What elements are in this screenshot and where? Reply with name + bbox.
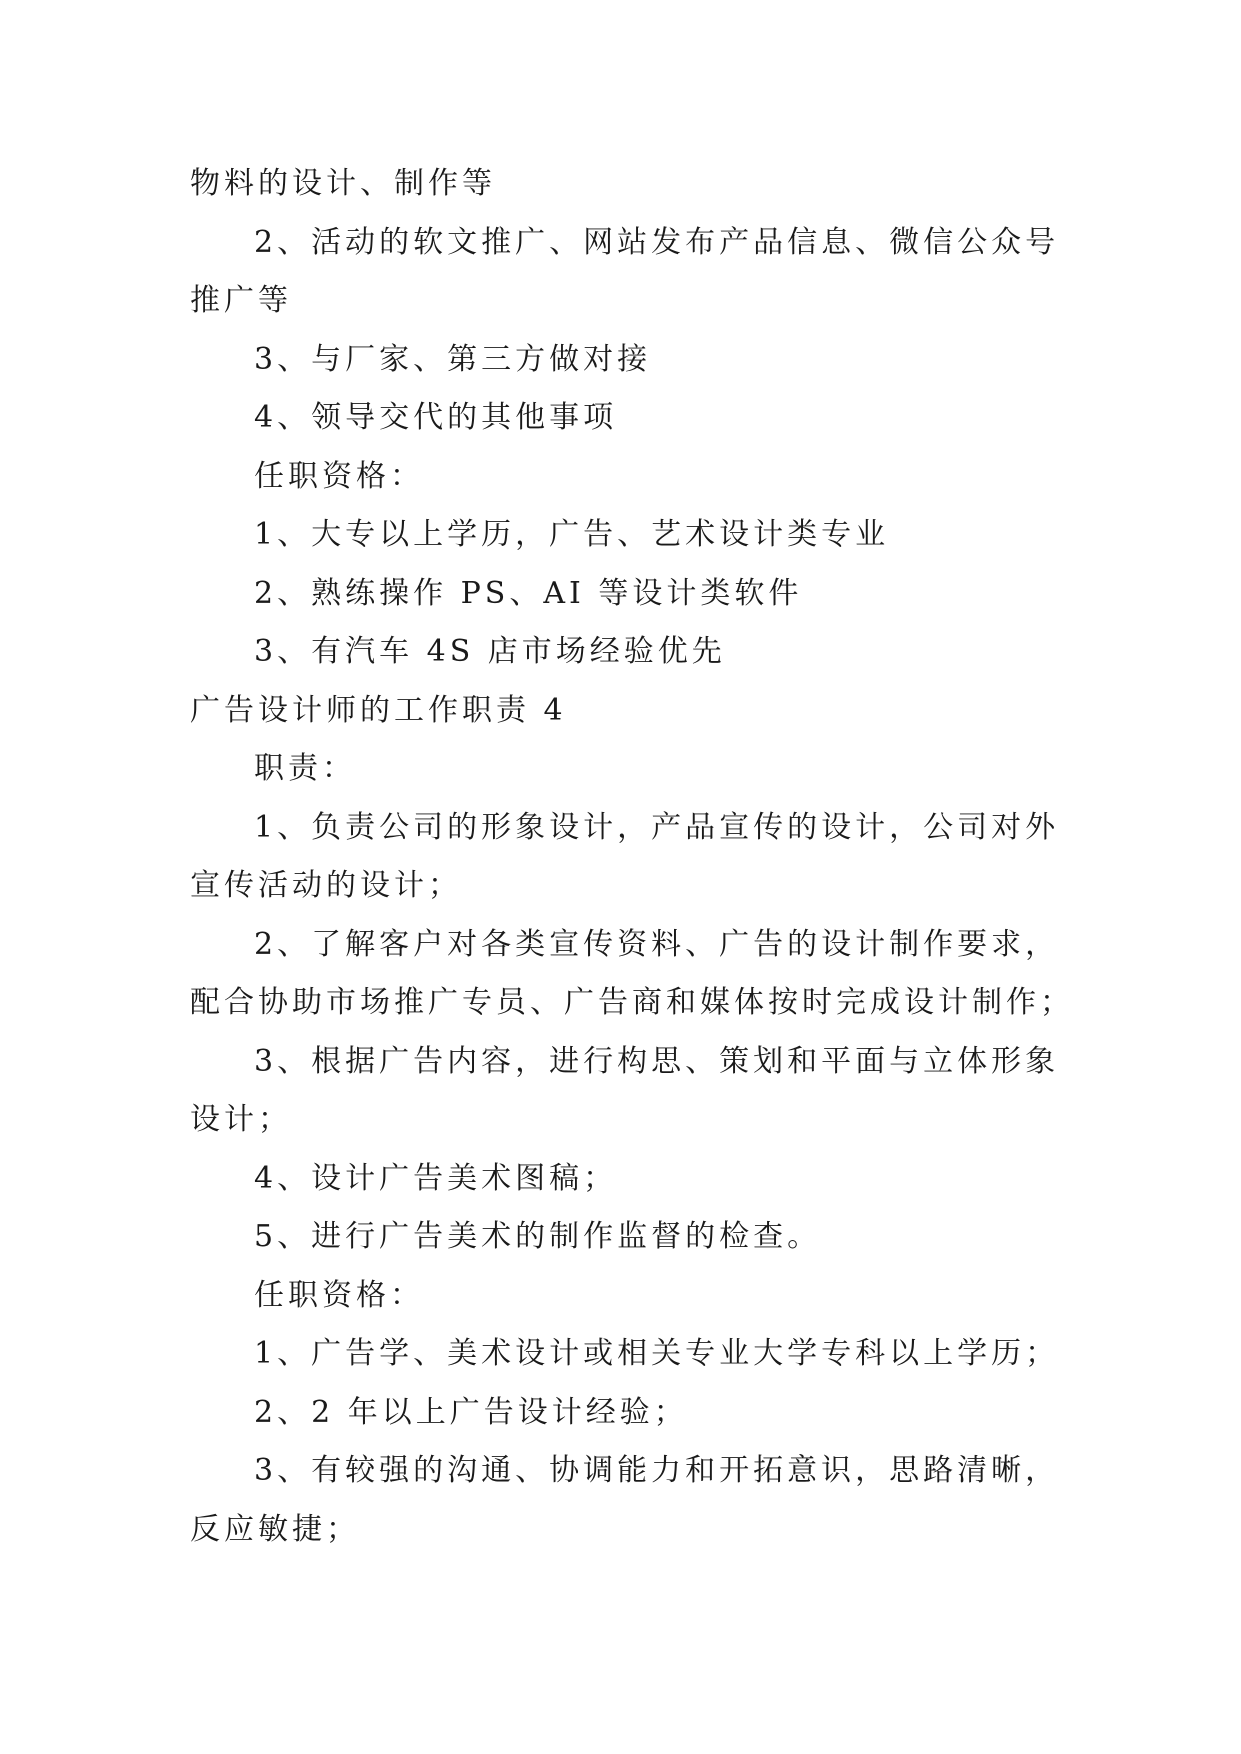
list-item: 2、活动的软文推广、网站发布产品信息、微信公众号 bbox=[254, 224, 1060, 260]
section-label: 职责： bbox=[254, 751, 356, 786]
list-item: 5、进行广告美术的制作监督的检查。 bbox=[254, 1219, 822, 1254]
list-item: 1、负责公司的形象设计，产品宣传的设计，公司对外 bbox=[254, 809, 1060, 845]
text-line: 推广等 bbox=[190, 283, 292, 318]
section-label: 任职资格： bbox=[254, 458, 424, 494]
list-item: 2、熟练操作 PS、AI 等设计类软件 bbox=[254, 575, 803, 611]
text-line: 反应敏捷； bbox=[190, 1511, 360, 1547]
list-item: 3、有汽车 4S 店市场经验优先 bbox=[254, 634, 726, 669]
text-line: 设计； bbox=[190, 1102, 292, 1137]
text-line: 宣传活动的设计； bbox=[190, 868, 462, 903]
document-body bbox=[190, 155, 1074, 1559]
section-heading: 广告设计师的工作职责 4 bbox=[190, 692, 567, 728]
list-item: 4、领导交代的其他事项 bbox=[254, 400, 618, 435]
section-label: 任职资格： bbox=[254, 1277, 424, 1313]
list-item: 1、广告学、美术设计或相关专业大学专科以上学历； bbox=[254, 1336, 1060, 1371]
text-line: 物料的设计、制作等 bbox=[190, 166, 496, 201]
list-item: 3、与厂家、第三方做对接 bbox=[254, 341, 652, 377]
list-item: 3、根据广告内容，进行构思、策划和平面与立体形象 bbox=[254, 1043, 1060, 1079]
list-item: 3、有较强的沟通、协调能力和开拓意识，思路清晰， bbox=[254, 1453, 1060, 1488]
list-item: 2、了解客户对各类宣传资料、广告的设计制作要求， bbox=[254, 926, 1060, 962]
list-item: 2、2 年以上广告设计经验； bbox=[254, 1394, 688, 1430]
list-item: 1、大专以上学历，广告、艺术设计类专业 bbox=[254, 517, 890, 552]
text-line: 配合协助市场推广专员、广告商和媒体按时完成设计制作； bbox=[190, 985, 1074, 1020]
list-item: 4、设计广告美术图稿； bbox=[254, 1160, 618, 1196]
